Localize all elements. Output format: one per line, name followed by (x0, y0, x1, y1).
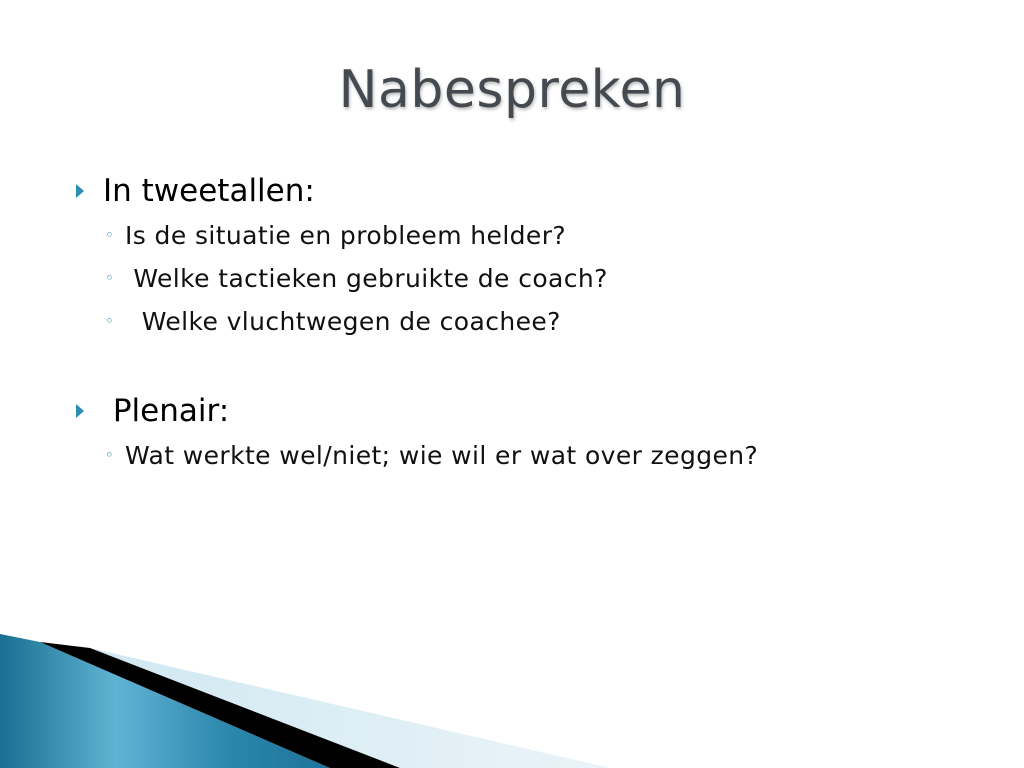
bullet-text: Welke vluchtwegen de coachee? (125, 307, 561, 336)
circle-bullet-icon: ◦ (105, 446, 114, 464)
bullet-level2 (76, 214, 976, 257)
spacer (76, 343, 976, 388)
circle-bullet-icon: ◦ (105, 269, 114, 287)
triangle-bullet-icon (76, 184, 84, 198)
bullet-text: Is de situatie en probleem helder? (125, 221, 567, 250)
bullet-text: Welke tactieken gebruikte de coach? (125, 264, 608, 293)
bullet-level2 (76, 257, 976, 300)
bullet-level1 (76, 388, 976, 434)
bullet-level2 (76, 434, 976, 477)
slide-content (76, 168, 976, 477)
triangle-bullet-icon (76, 404, 84, 418)
bullet-level1 (76, 168, 976, 214)
bullet-text: Wat werkte wel/niet; wie wil er wat over zeggen? (125, 441, 759, 470)
circle-bullet-icon: ◦ (105, 226, 114, 244)
bullet-level2 (76, 300, 976, 343)
bullet-text: In tweetallen: (103, 173, 315, 209)
circle-bullet-icon: ◦ (105, 312, 114, 330)
bullet-text: Plenair: (103, 393, 230, 429)
decorative-wave-graphic (0, 628, 1024, 768)
slide-title: Nabespreken (338, 60, 686, 120)
